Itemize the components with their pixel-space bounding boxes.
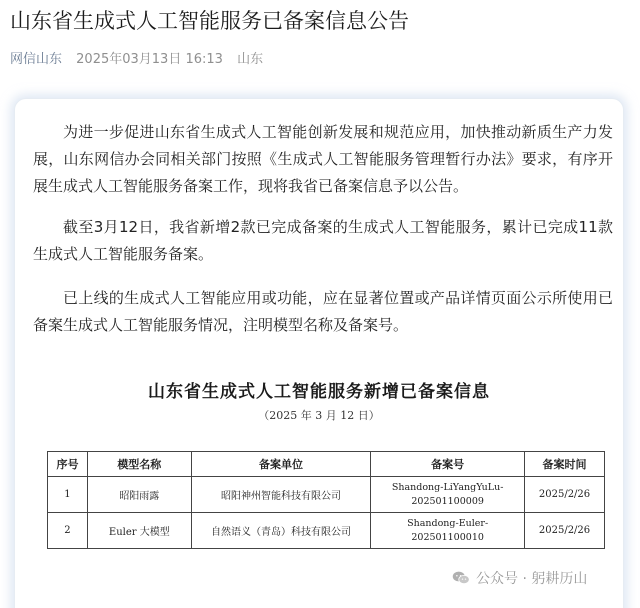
table-row bbox=[48, 477, 605, 513]
header-code: 备案号 bbox=[371, 452, 525, 477]
cell-code bbox=[371, 513, 525, 549]
filing-records-table bbox=[47, 451, 605, 549]
header-index: 序号 bbox=[48, 452, 88, 477]
table-header-row bbox=[48, 452, 605, 477]
publish-datetime: 2025年03月13日 16:13 bbox=[76, 52, 223, 67]
body-paragraph-3: 已上线的生成式人工智能应用或功能，应在显著位置或产品详情页面公示所使用已备案生成式人工智能服务情况，注明模型名称及备案号。 bbox=[33, 289, 613, 334]
header-model: 模型名称 bbox=[87, 452, 191, 477]
cell-model: Euler 大模型 bbox=[87, 513, 191, 549]
source-account-link[interactable]: 网信山东 bbox=[10, 52, 63, 67]
code-line-2: 202501100009 bbox=[411, 495, 484, 507]
header-unit: 备案单位 bbox=[191, 452, 371, 477]
cell-unit: 昭阳神州智能科技有限公司 bbox=[191, 477, 371, 513]
announcement-card bbox=[14, 98, 624, 608]
table-row bbox=[48, 513, 605, 549]
code-line-2: 202501100010 bbox=[411, 531, 484, 543]
wechat-icon bbox=[452, 570, 470, 586]
article-title: 山东省生成式人工智能服务已备案信息公告 bbox=[10, 9, 409, 33]
cell-date: 2025/2/26 bbox=[525, 477, 605, 513]
document-date: （2025 年 3 月 12 日） bbox=[258, 409, 380, 422]
code-line-1: Shandong-Euler- bbox=[407, 517, 489, 529]
article-meta bbox=[10, 48, 273, 67]
cell-unit: 自然语义（青岛）科技有限公司 bbox=[191, 513, 371, 549]
publish-location: 山东 bbox=[237, 52, 264, 67]
cell-date: 2025/2/26 bbox=[525, 513, 605, 549]
document-title: 山东省生成式人工智能服务新增已备案信息 bbox=[148, 382, 490, 402]
code-line-1: Shandong-LiYangYuLu- bbox=[391, 481, 504, 493]
body-paragraph-2: 截至3月12日，我省新增2款已完成备案的生成式人工智能服务，累计已完成11款生成式人工智能服务备案。 bbox=[33, 218, 613, 263]
watermark-text: 公众号 · 躬耕历山 bbox=[476, 571, 588, 587]
body-paragraph-1: 为进一步促进山东省生成式人工智能创新发展和规范应用，加快推动新质生产力发展，山东网信办会同相关部门按照《生成式人工智能服务管理暂行办法》要求，有序开展生成式人工智能服务备案工作，现将我省已备案信息予以公告。 bbox=[33, 123, 613, 195]
cell-index: 1 bbox=[48, 477, 88, 513]
account-watermark bbox=[452, 568, 587, 588]
cell-model: 昭阳雨露 bbox=[87, 477, 191, 513]
cell-index: 2 bbox=[48, 513, 88, 549]
cell-code bbox=[371, 477, 525, 513]
header-date: 备案时间 bbox=[525, 452, 605, 477]
